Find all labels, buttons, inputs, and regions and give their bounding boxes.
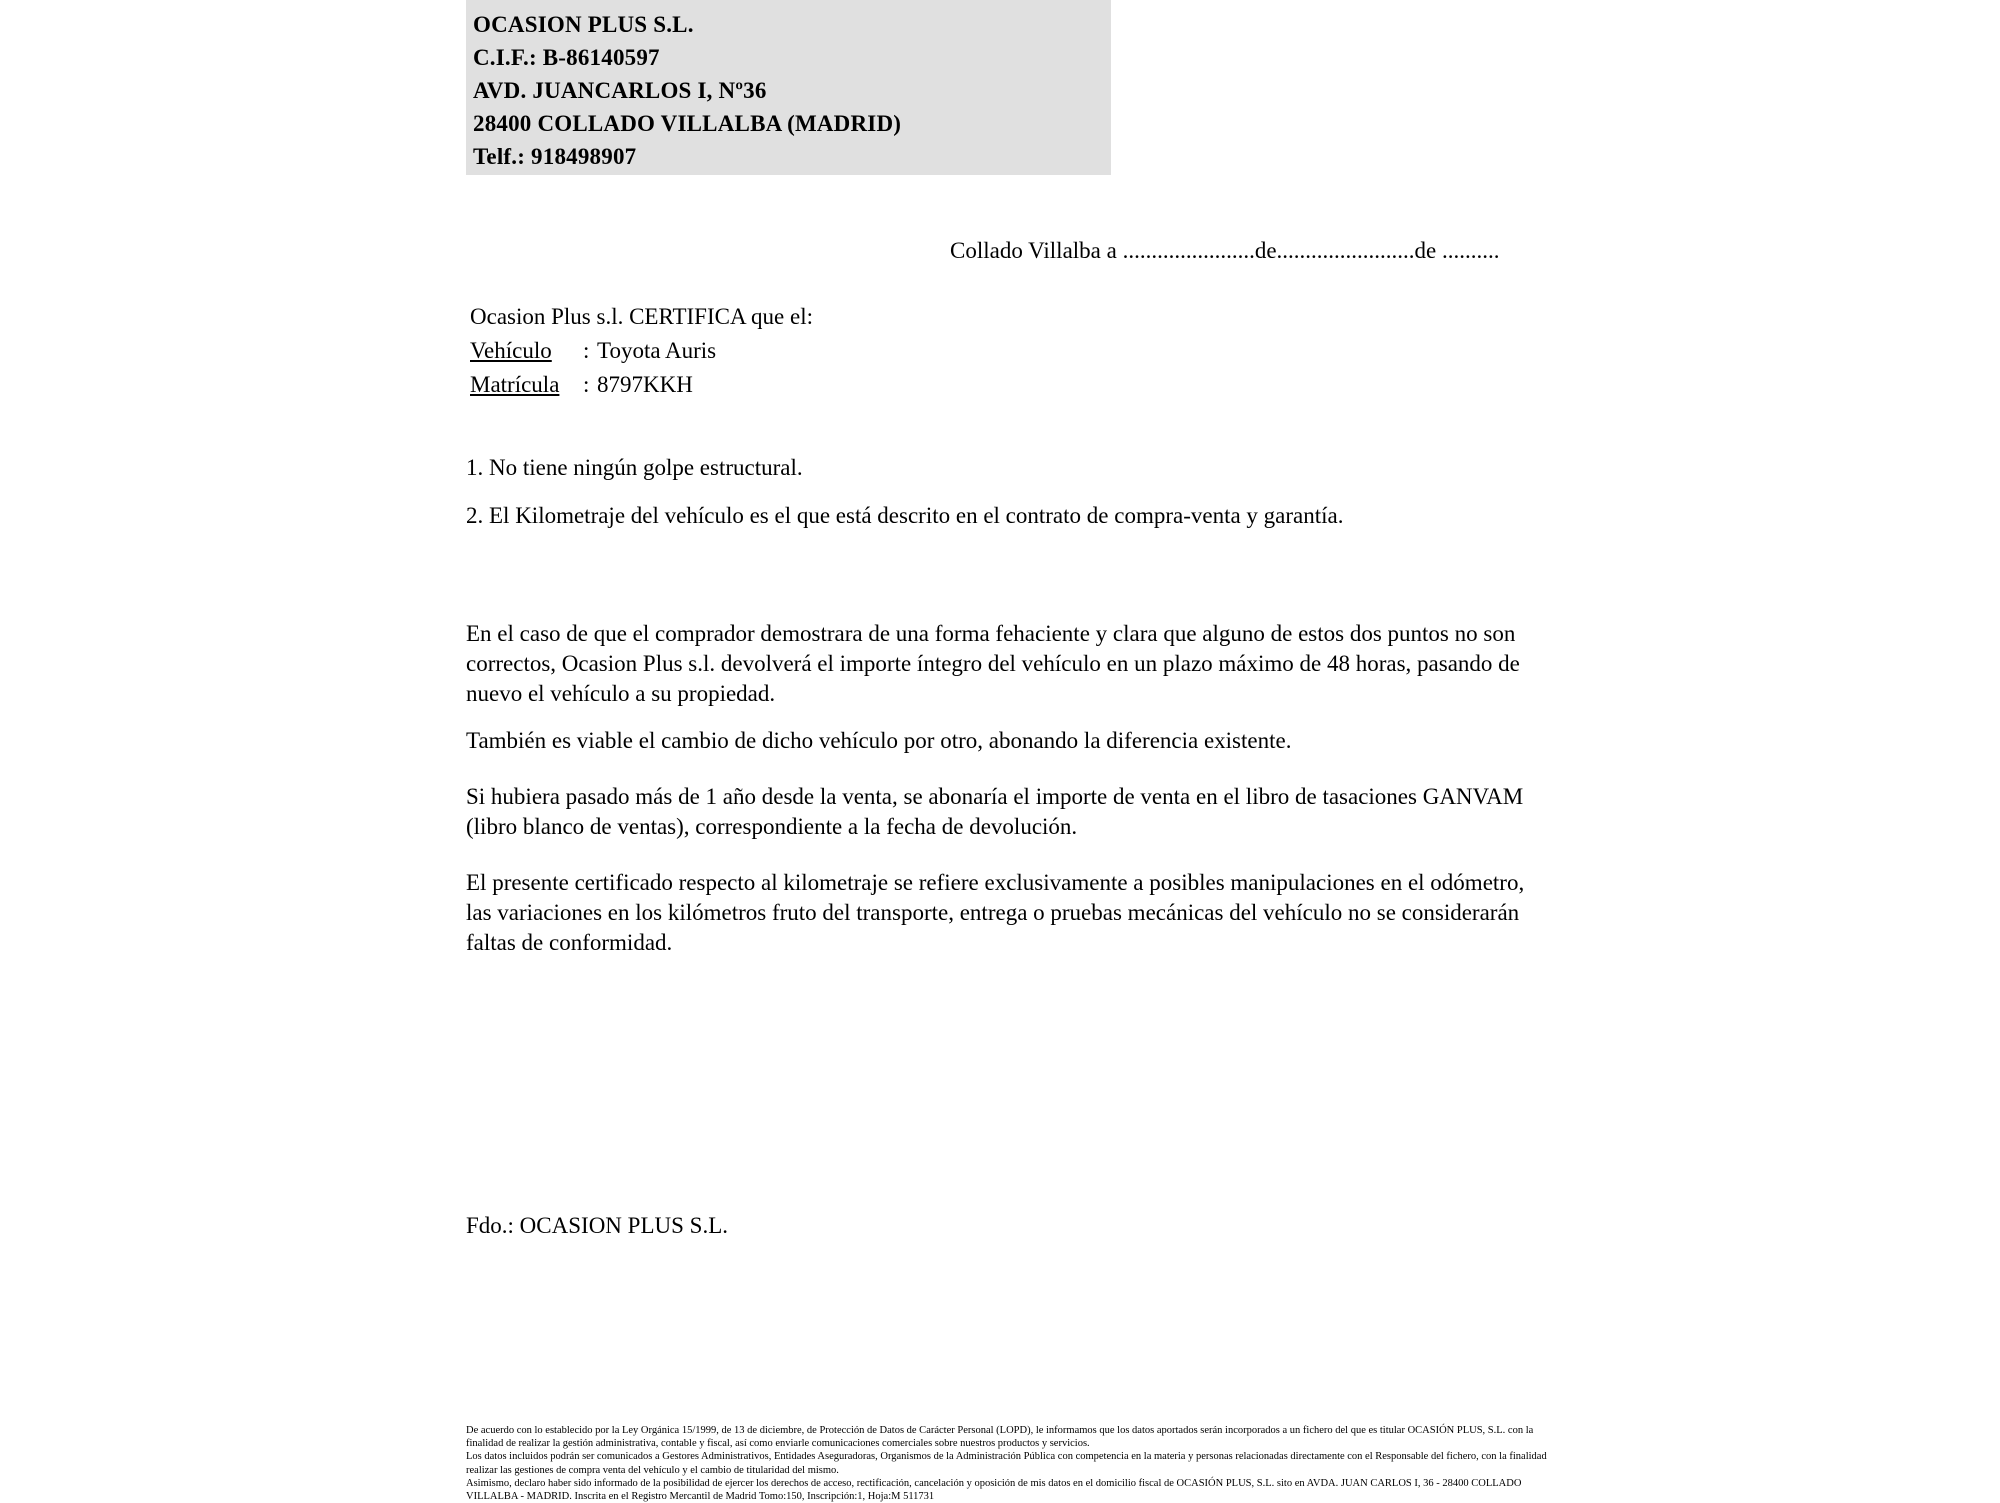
plate-value: 8797KKH — [597, 372, 693, 397]
company-address-street: AVD. JUANCARLOS I, Nº36 — [473, 78, 767, 103]
legal-line-3: Asimismo, declaro haber sido informado de la posibilidad de ejercer los derechos de acceso, rectificación, cancelación y oposición de mis datos en el domicilio fiscal de OCASIÓN PLUS, S.L. sito en AVDA. JUAN CARLOS I, 36 - 28400 COLLADO VILLALBA - MADRID. Inscrita en el Registro Mercantil de Madrid Tomo:150, Inscripción:1, Hoja:M 511731 — [466, 1477, 1522, 1503]
company-phone: Telf.: 918498907 — [473, 144, 637, 169]
company-name: OCASION PLUS S.L. — [473, 12, 694, 37]
legal-line-2: Los datos incluidos podrán ser comunicados a Gestores Administrativos, Entidades Aseguradoras, Organismos de la Administración Pública con competencia en la materia y personas relacionadas directamente con el Responsable del fichero, con la finalidad realizar las gestiones de compra venta del vehículo y el cambio de titularidad del mismo. — [466, 1451, 1547, 1476]
certification-block — [470, 300, 813, 402]
point-1: 1. No tiene ningún golpe estructural. — [466, 455, 803, 480]
vehicle-label: Vehículo — [470, 338, 552, 363]
legal-line-1: De acuerdo con lo establecido por la Ley Orgánica 15/1999, de 13 de diciembre, de Protección de Datos de Carácter Personal (LOPD), le informamos que los datos aportados serán incorporados a un fichero del que es titular OCASIÓN PLUS, S.L. con la finalidad de realizar la gestión administrativa, contable y fiscal, así como enviarle comunicaciones comerciales sobre nuestros productos y servicios. — [466, 1425, 1534, 1450]
date-line: Collado Villalba a .......................de........................de .......... — [950, 238, 1500, 263]
plate-label: Matrícula — [470, 372, 560, 397]
plate-separator: : — [583, 372, 590, 397]
point-2: 2. El Kilometraje del vehículo es el que está descrito en el contrato de compra-venta y garantía. — [466, 503, 1344, 528]
paragraph-refund: En el caso de que el comprador demostrara de una forma fehaciente y clara que alguno de estos dos puntos no son correctos, Ocasion Plus s.l. devolverá el importe íntegro del vehículo en un plazo máximo de 48 horas, pasando de nuevo el vehículo a su propiedad. — [466, 621, 1520, 706]
signature-line: Fdo.: OCASION PLUS S.L. — [466, 1213, 728, 1238]
certifies-intro: Ocasion Plus s.l. CERTIFICA que el: — [470, 304, 813, 329]
company-cif: C.I.F.: B-86140597 — [473, 45, 660, 70]
paragraph-exchange: También es viable el cambio de dicho vehículo por otro, abonando la diferencia existente. — [466, 728, 1292, 753]
vehicle-row — [470, 334, 813, 368]
vehicle-separator: : — [583, 338, 590, 363]
plate-row — [470, 368, 813, 402]
paragraph-odometer: El presente certificado respecto al kilometraje se refiere exclusivamente a posibles manipulaciones en el odómetro, las variaciones en los kilómetros fruto del transporte, entrega o pruebas mecánicas del vehículo no se considerarán faltas de conformidad. — [466, 870, 1525, 955]
company-letterhead — [466, 0, 1111, 175]
vehicle-value: Toyota Auris — [597, 338, 717, 363]
legal-notice — [466, 1424, 1551, 1503]
paragraph-ganvam: Si hubiera pasado más de 1 año desde la venta, se abonaría el importe de venta en el libro de tasaciones GANVAM (libro blanco de ventas), correspondiente a la fecha de devolución. — [466, 784, 1524, 839]
company-address-city: 28400 COLLADO VILLALBA (MADRID) — [473, 111, 902, 136]
